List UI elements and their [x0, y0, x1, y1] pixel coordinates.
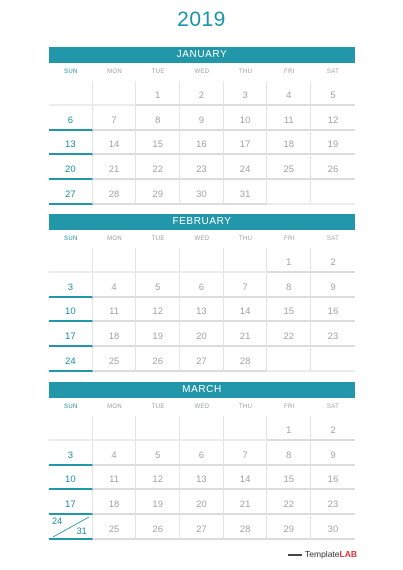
day-cell [93, 106, 137, 131]
week-row [49, 155, 355, 180]
day-number: 13 [196, 306, 207, 318]
weekday-label: FRI [283, 69, 295, 75]
empty-day-cell [224, 416, 268, 441]
day-number: 14 [239, 474, 251, 486]
day-number: 31 [239, 188, 251, 200]
day-number: 3 [67, 281, 73, 293]
day-number: 12 [327, 114, 339, 126]
empty-day-cell [49, 248, 93, 273]
day-cell [224, 298, 268, 323]
day-cell [136, 81, 180, 106]
day-cell [311, 466, 355, 491]
day-number: 31 [76, 525, 87, 536]
day-number: 21 [108, 164, 120, 176]
day-number: 17 [65, 331, 76, 343]
week-row [49, 490, 355, 515]
weekday-label: SAT [326, 69, 340, 75]
empty-day-cell [311, 180, 355, 205]
day-cell [267, 298, 311, 323]
day-cell [93, 347, 137, 372]
day-cell [180, 131, 224, 156]
month-block [49, 47, 355, 205]
day-cell [311, 515, 355, 540]
day-number: 16 [327, 306, 339, 318]
day-number: 4 [111, 449, 117, 461]
day-number: 26 [152, 355, 163, 367]
day-number: 25 [283, 164, 295, 176]
empty-day-cell [136, 248, 180, 273]
day-cell [224, 131, 268, 156]
day-cell [136, 322, 180, 347]
day-number: 8 [286, 281, 292, 293]
day-number: 17 [239, 139, 251, 151]
day-cell [93, 131, 137, 156]
day-number: 22 [283, 499, 295, 511]
day-number: 18 [108, 331, 120, 343]
day-cell [267, 155, 311, 180]
logo-text-template: Template [305, 549, 340, 559]
day-number: 9 [198, 114, 205, 126]
day-number: 14 [239, 306, 251, 318]
day-number: 2 [330, 256, 336, 268]
month-block [49, 382, 355, 540]
weekday-header-row [49, 230, 355, 248]
weekday-label: SUN [64, 69, 78, 75]
templatelab-logo [288, 549, 357, 559]
day-number: 27 [65, 188, 76, 200]
weekday-header-row [49, 63, 355, 81]
day-cell [224, 466, 268, 491]
day-cell [136, 273, 180, 298]
day-cell [136, 441, 180, 466]
day-cell [311, 490, 355, 515]
day-number: 27 [196, 523, 207, 535]
day-cell [311, 441, 355, 466]
weekday-label: THU [238, 236, 253, 242]
day-cell [224, 347, 268, 372]
day-number: 25 [108, 355, 120, 367]
logo-text-lab: LAB [339, 549, 357, 559]
day-cell [224, 441, 268, 466]
day-cell [180, 180, 224, 205]
day-cell [311, 322, 355, 347]
day-number: 8 [286, 449, 292, 461]
day-number: 22 [283, 331, 295, 343]
week-row [49, 322, 355, 347]
day-number: 7 [111, 114, 117, 126]
day-number: 2 [330, 424, 336, 436]
day-number: 17 [65, 499, 76, 511]
day-cell [311, 131, 355, 156]
day-cell [136, 347, 180, 372]
day-cell [49, 490, 93, 515]
day-number: 15 [283, 306, 295, 318]
day-number: 7 [242, 281, 248, 293]
day-cell [180, 322, 224, 347]
day-number: 4 [286, 89, 292, 101]
empty-day-cell [49, 416, 93, 441]
day-cell [224, 106, 268, 131]
week-row [49, 347, 355, 372]
day-number: 20 [65, 164, 76, 176]
month-title: JANUARY [49, 47, 355, 63]
day-number: 23 [327, 499, 339, 511]
day-cell [267, 248, 311, 273]
day-number: 13 [65, 139, 76, 151]
day-cell [93, 322, 137, 347]
day-number: 11 [283, 114, 294, 126]
day-cell [49, 466, 93, 491]
empty-day-cell [180, 248, 224, 273]
day-number: 28 [239, 523, 251, 535]
day-number: 3 [67, 449, 73, 461]
day-number: 16 [327, 474, 339, 486]
day-cell [224, 155, 268, 180]
day-cell [180, 155, 224, 180]
weekday-label: MON [107, 69, 122, 75]
day-cell [267, 441, 311, 466]
day-cell [49, 322, 93, 347]
weekday-label: FRI [283, 404, 295, 410]
day-cell [311, 248, 355, 273]
day-cell [93, 180, 137, 205]
weekday-label: WED [194, 404, 210, 410]
calendar-year: 2019 [177, 8, 226, 31]
day-number: 21 [239, 331, 251, 343]
day-cell [311, 81, 355, 106]
weekday-label: TUE [151, 404, 165, 410]
day-cell [93, 155, 137, 180]
day-cell [311, 416, 355, 441]
day-cell [224, 180, 268, 205]
day-cell [93, 490, 137, 515]
empty-day-cell [136, 416, 180, 441]
day-cell [180, 273, 224, 298]
day-number: 25 [108, 523, 120, 535]
day-cell [311, 106, 355, 131]
day-cell [267, 490, 311, 515]
empty-day-cell [180, 416, 224, 441]
day-number: 21 [239, 499, 251, 511]
day-cell [267, 106, 311, 131]
weekday-label: FRI [283, 236, 295, 242]
day-number: 1 [286, 256, 292, 268]
weekday-label: SUN [64, 404, 78, 410]
day-cell [311, 298, 355, 323]
day-number: 6 [198, 449, 205, 461]
day-cell [224, 273, 268, 298]
weekday-label: THU [238, 404, 253, 410]
day-cell [180, 106, 224, 131]
day-number: 15 [152, 139, 163, 151]
day-cell [93, 441, 137, 466]
day-cell [136, 180, 180, 205]
day-number: 24 [52, 516, 63, 527]
day-number: 1 [155, 89, 161, 101]
day-cell [49, 106, 93, 131]
day-cell [224, 490, 268, 515]
day-cell [180, 81, 224, 106]
day-number: 11 [109, 306, 119, 318]
week-row [49, 106, 355, 131]
day-cell [267, 322, 311, 347]
day-cell [180, 515, 224, 540]
day-number: 23 [327, 331, 339, 343]
day-number: 30 [196, 188, 207, 200]
week-row [49, 81, 355, 106]
day-number: 13 [196, 474, 207, 486]
day-cell [49, 273, 93, 298]
logo-mark-icon [288, 554, 302, 556]
day-number: 26 [327, 164, 339, 176]
day-cell [267, 81, 311, 106]
weekday-label: SUN [64, 236, 78, 242]
day-cell [180, 466, 224, 491]
day-cell [136, 298, 180, 323]
day-number: 23 [196, 164, 207, 176]
week-row [49, 515, 355, 540]
day-cell [180, 347, 224, 372]
day-number: 10 [239, 114, 251, 126]
week-row [49, 131, 355, 156]
day-cell [49, 180, 93, 205]
empty-day-cell [267, 180, 311, 205]
day-number: 16 [196, 139, 207, 151]
day-cell [49, 347, 93, 372]
day-number: 6 [198, 281, 205, 293]
day-number: 22 [152, 164, 163, 176]
day-number: 26 [152, 523, 163, 535]
day-number: 12 [152, 306, 163, 318]
day-number: 5 [155, 449, 161, 461]
day-cell [136, 490, 180, 515]
empty-day-cell [224, 248, 268, 273]
week-row [49, 441, 355, 466]
day-cell [267, 416, 311, 441]
day-cell [93, 515, 137, 540]
day-number: 24 [239, 164, 251, 176]
weekday-label: TUE [151, 236, 165, 242]
day-number: 20 [196, 499, 207, 511]
day-cell [93, 273, 137, 298]
weekday-label: SAT [326, 404, 340, 410]
day-cell [136, 466, 180, 491]
empty-day-cell [93, 416, 137, 441]
day-number: 19 [152, 331, 163, 343]
month-title: FEBRUARY [49, 214, 355, 230]
day-cell [267, 466, 311, 491]
day-cell [180, 441, 224, 466]
day-cell [49, 298, 93, 323]
week-row [49, 180, 355, 205]
day-number: 24 [65, 355, 76, 367]
day-cell [224, 515, 268, 540]
empty-day-cell [49, 81, 93, 106]
month-block [49, 214, 355, 372]
day-cell [267, 515, 311, 540]
day-cell [49, 131, 93, 156]
day-number: 29 [152, 188, 163, 200]
day-number: 19 [152, 499, 163, 511]
day-number: 5 [330, 89, 336, 101]
day-cell [311, 273, 355, 298]
day-number: 5 [155, 281, 161, 293]
day-number: 8 [155, 114, 161, 126]
day-number: 6 [67, 114, 73, 126]
weekday-label: WED [194, 236, 210, 242]
empty-day-cell [267, 347, 311, 372]
day-cell [93, 298, 137, 323]
day-number: 28 [108, 188, 120, 200]
day-number: 7 [242, 449, 248, 461]
day-number: 9 [330, 281, 336, 293]
day-cell [267, 131, 311, 156]
day-cell [224, 81, 268, 106]
day-number: 18 [108, 499, 120, 511]
day-number: 14 [108, 139, 120, 151]
day-number: 1 [286, 424, 292, 436]
day-number: 29 [283, 523, 295, 535]
empty-day-cell [93, 81, 137, 106]
day-cell [224, 322, 268, 347]
day-number: 20 [196, 331, 207, 343]
week-row [49, 298, 355, 323]
day-number: 2 [198, 89, 205, 101]
day-cell [136, 106, 180, 131]
day-cell [136, 131, 180, 156]
day-number: 30 [327, 523, 339, 535]
empty-day-cell [311, 347, 355, 372]
day-number: 12 [152, 474, 163, 486]
week-row [49, 416, 355, 441]
day-cell [180, 490, 224, 515]
weekday-label: WED [194, 69, 210, 75]
day-number: 10 [65, 474, 76, 486]
day-cell [180, 298, 224, 323]
weekday-label: TUE [151, 69, 165, 75]
day-cell [267, 273, 311, 298]
day-number: 3 [242, 89, 248, 101]
day-cell [93, 466, 137, 491]
day-cell-split [49, 515, 93, 540]
weekday-label: THU [238, 69, 253, 75]
week-row [49, 466, 355, 491]
month-title: MARCH [49, 382, 355, 398]
weekday-label: MON [107, 236, 122, 242]
day-number: 11 [109, 474, 119, 486]
day-cell [49, 155, 93, 180]
day-cell [136, 515, 180, 540]
day-cell [49, 441, 93, 466]
week-row [49, 273, 355, 298]
weekday-label: MON [107, 404, 122, 410]
day-number: 9 [330, 449, 336, 461]
day-number: 27 [196, 355, 207, 367]
day-number: 18 [283, 139, 295, 151]
day-cell [311, 155, 355, 180]
day-number: 28 [239, 355, 251, 367]
day-number: 15 [283, 474, 295, 486]
empty-day-cell [93, 248, 137, 273]
day-number: 10 [65, 306, 76, 318]
day-cell [136, 155, 180, 180]
weekday-header-row [49, 398, 355, 416]
weekday-label: SAT [326, 236, 340, 242]
day-number: 4 [111, 281, 117, 293]
week-row [49, 248, 355, 273]
day-number: 19 [327, 139, 339, 151]
